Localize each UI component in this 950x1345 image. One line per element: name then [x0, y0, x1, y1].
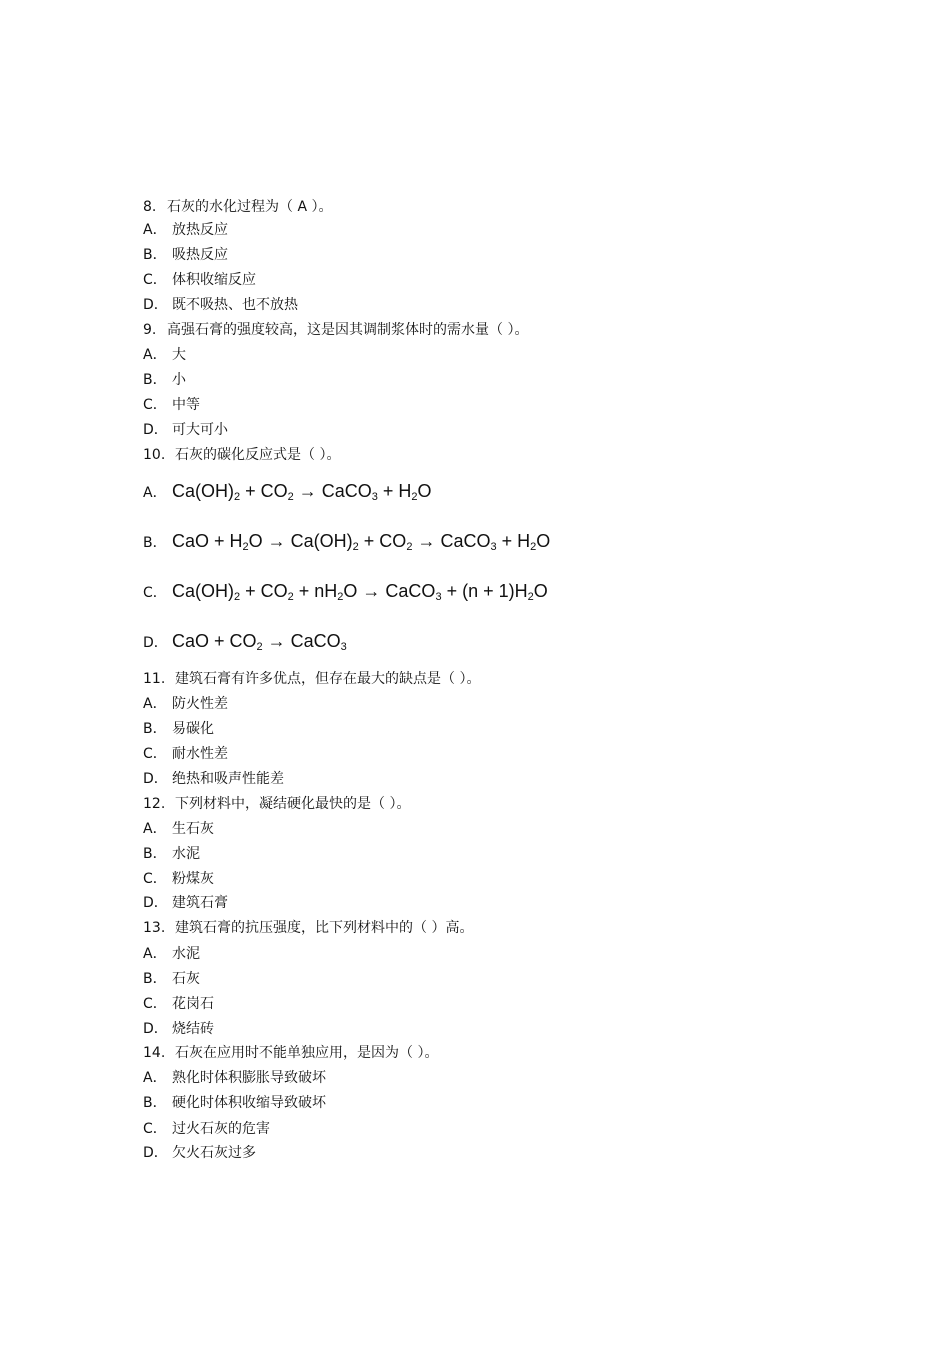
- option-text: 水泥: [172, 846, 200, 862]
- option-text: 欠火石灰过多: [172, 1145, 256, 1161]
- option-label: D．: [143, 635, 168, 651]
- question-14: [143, 1043, 438, 1063]
- option-text: 大: [172, 347, 186, 363]
- question-11: [143, 669, 480, 689]
- option-text: 建筑石膏: [172, 895, 228, 911]
- option-label: D．: [143, 297, 168, 313]
- option-text: 硬化时体积收缩导致破坏: [172, 1095, 326, 1111]
- formula-option-a: [143, 476, 432, 506]
- chemical-equation: CaO + $H_2O \to Ca(OH)_2 + CO_2$ → CaCO$_3$ + $H_2O$: [172, 531, 551, 553]
- question-number: 9.: [143, 322, 157, 338]
- option-label: B．: [143, 372, 167, 388]
- option-d: [143, 1019, 214, 1039]
- option-b: [143, 844, 200, 864]
- question-8: [143, 197, 332, 217]
- question-text: 建筑石膏的抗压强度，比下列材料中的（ ）高。: [175, 920, 474, 936]
- question-text: 石灰的水化过程为（ A ）。: [167, 199, 333, 215]
- option-label: C．: [143, 585, 167, 601]
- option-c: [143, 869, 214, 889]
- option-b: [143, 1093, 326, 1113]
- question-number: 10.: [143, 447, 166, 463]
- option-text: 生石灰: [172, 821, 214, 837]
- option-label: B．: [143, 846, 167, 862]
- question-13: [143, 918, 473, 938]
- option-a: [143, 1068, 326, 1088]
- option-text: 易碳化: [172, 721, 214, 737]
- question-text: 高强石膏的强度较高，这是因其调制浆体时的需水量（ ）。: [167, 322, 529, 338]
- option-b: [143, 370, 186, 390]
- chemical-equation: $Ca(OH)_2 + CO_2$ → CaCO$_3$ + $H_2O$: [172, 481, 432, 503]
- option-text: 体积收缩反应: [172, 272, 256, 288]
- option-c: [143, 1119, 270, 1139]
- question-text: 建筑石膏有许多优点，但存在最大的缺点是（ ）。: [175, 671, 481, 687]
- option-a: [143, 220, 228, 240]
- question-text: 石灰的碳化反应式是（ ）。: [175, 447, 341, 463]
- option-label: D．: [143, 422, 168, 438]
- option-label: C．: [143, 871, 167, 887]
- option-text: 放热反应: [172, 222, 228, 238]
- question-12: [143, 794, 410, 814]
- option-text: 吸热反应: [172, 247, 228, 263]
- option-text: 中等: [172, 397, 200, 413]
- option-text: 过火石灰的危害: [172, 1121, 270, 1137]
- option-label: B．: [143, 1095, 167, 1111]
- option-b: [143, 719, 214, 739]
- question-9: [143, 320, 528, 340]
- option-text: 熟化时体积膨胀导致破坏: [172, 1070, 326, 1086]
- option-text: 粉煤灰: [172, 871, 214, 887]
- option-a: [143, 694, 228, 714]
- option-a: [143, 819, 214, 839]
- option-label: C．: [143, 746, 167, 762]
- option-text: 可大可小: [172, 422, 228, 438]
- option-label: A．: [143, 347, 167, 363]
- option-d: [143, 769, 284, 789]
- formula-option-d: [143, 626, 347, 656]
- question-number: 11.: [143, 671, 166, 687]
- question-text: 石灰在应用时不能单独应用，是因为（ ）。: [175, 1045, 439, 1061]
- option-d: [143, 420, 228, 440]
- option-label: A．: [143, 696, 167, 712]
- option-a: [143, 944, 200, 964]
- option-a: [143, 345, 186, 365]
- option-c: [143, 994, 214, 1014]
- option-label: C．: [143, 996, 167, 1012]
- option-text: 石灰: [172, 971, 200, 987]
- option-text: 小: [172, 372, 186, 388]
- option-label: D．: [143, 1021, 168, 1037]
- option-label: B．: [143, 247, 167, 263]
- option-label: B．: [143, 535, 167, 551]
- question-number: 12.: [143, 796, 166, 812]
- option-label: C．: [143, 397, 167, 413]
- option-label: A．: [143, 485, 167, 501]
- option-label: A．: [143, 1070, 167, 1086]
- option-c: [143, 395, 200, 415]
- option-text: 绝热和吸声性能差: [172, 771, 284, 787]
- option-text: 花岗石: [172, 996, 214, 1012]
- option-label: B．: [143, 971, 167, 987]
- question-number: 13.: [143, 920, 166, 936]
- chemical-equation: $Ca(OH)_2 + CO_2 + nH_2O$ → CaCO$_3$ + $(n + 1)H_2O$: [172, 581, 548, 603]
- option-d: [143, 1143, 256, 1163]
- option-text: 烧结砖: [172, 1021, 214, 1037]
- option-label: A．: [143, 222, 167, 238]
- option-d: [143, 295, 298, 315]
- option-text: 防火性差: [172, 696, 228, 712]
- option-b: [143, 969, 200, 989]
- option-label: B．: [143, 721, 167, 737]
- formula-option-b: [143, 526, 550, 556]
- option-label: D．: [143, 771, 168, 787]
- option-label: D．: [143, 895, 168, 911]
- option-d: [143, 893, 228, 913]
- option-label: A．: [143, 821, 167, 837]
- question-text: 下列材料中，凝结硬化最快的是（ ）。: [175, 796, 411, 812]
- option-c: [143, 270, 256, 290]
- option-text: 既不吸热、也不放热: [172, 297, 298, 313]
- question-number: 14.: [143, 1045, 166, 1061]
- option-text: 水泥: [172, 946, 200, 962]
- question-10: [143, 445, 340, 465]
- option-text: 耐水性差: [172, 746, 228, 762]
- formula-option-c: [143, 576, 548, 606]
- option-label: C．: [143, 1121, 167, 1137]
- option-c: [143, 744, 228, 764]
- option-label: A．: [143, 946, 167, 962]
- option-label: D．: [143, 1145, 168, 1161]
- question-number: 8.: [143, 199, 157, 215]
- option-label: C．: [143, 272, 167, 288]
- chemical-equation: CaO + $CO_2$ → CaCO$_3$: [172, 631, 347, 653]
- option-b: [143, 245, 228, 265]
